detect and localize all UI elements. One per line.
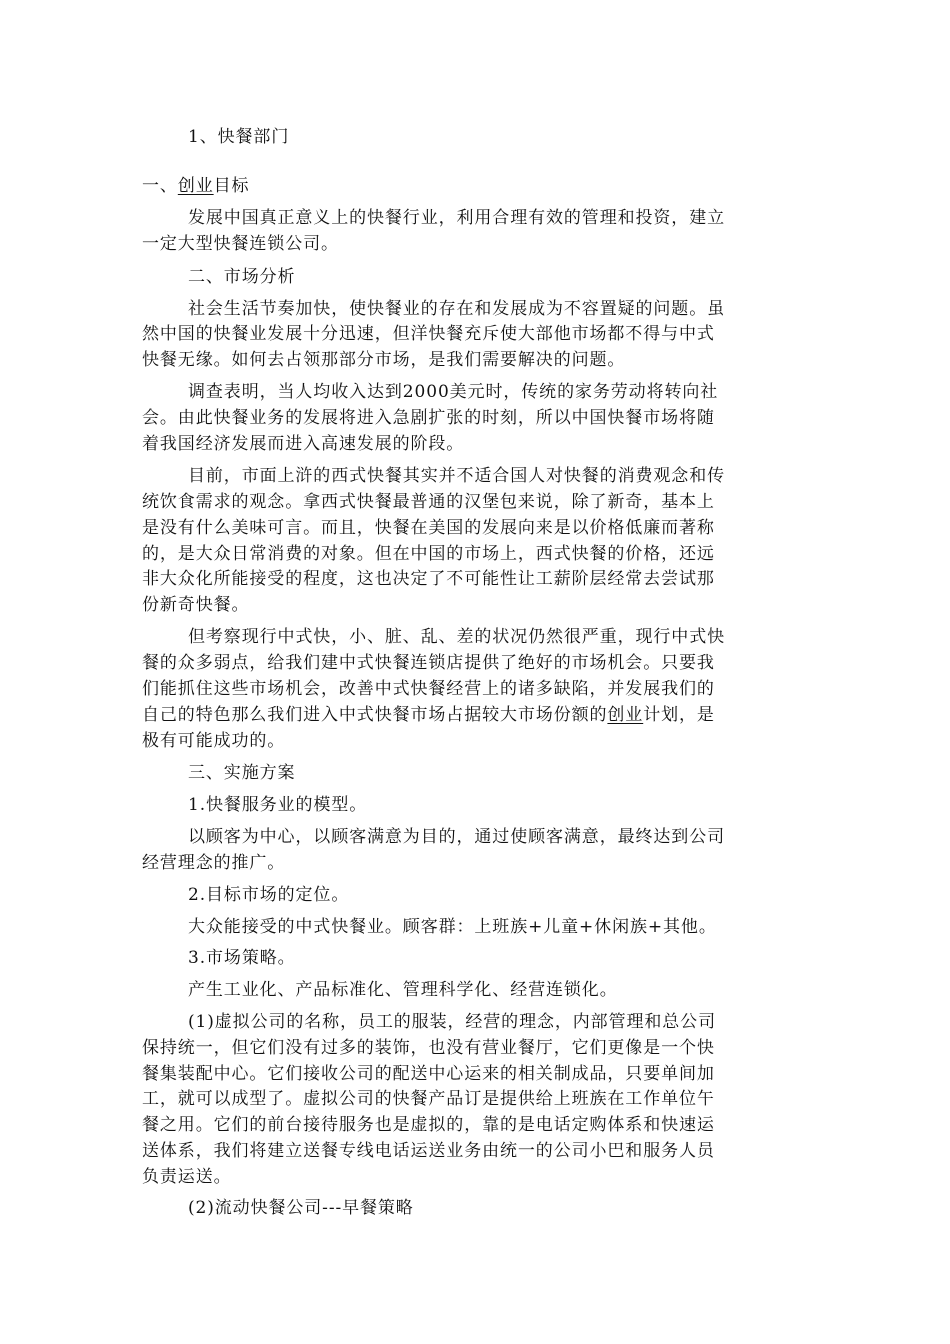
paragraph-line: 餐之用。它们的前台接待服务也是虚拟的，靠的是电话定购体系和快速运 — [142, 1115, 715, 1135]
paragraph-line — [142, 703, 812, 727]
entrepreneurship-link[interactable]: 创业 — [607, 705, 644, 725]
section-heading-2: 二、市场分析 — [188, 267, 296, 287]
paragraph-line: 工，就可以成型了。虚拟公司的快餐产品订是提供给上班族在工作单位午 — [142, 1089, 715, 1109]
paragraph-line: (1)虚拟公司的名称，员工的服装，经营的理念，内部管理和总公司 — [188, 1012, 716, 1032]
paragraph-line: 送体系，我们将建立送餐专线电话运送业务由统一的公司小巴和服务人员 — [142, 1141, 715, 1161]
subheading: 1.快餐服务业的模型。 — [188, 795, 368, 815]
paragraph-line: 们能抓住这些市场机会，改善中式快餐经营上的诸多缺陷，并发展我们的 — [142, 679, 715, 699]
paragraph-line: 会。由此快餐业务的发展将进入急剧扩张的时刻，所以中国快餐市场将随 — [142, 408, 715, 428]
paragraph-line: 负责运送。 — [142, 1167, 232, 1187]
paragraph-line: 是没有什么美味可言。而且，快餐在美国的发展向来是以价格低廉而著称 — [142, 518, 715, 538]
paragraph-line: 着我国经济发展而进入高速发展的阶段。 — [142, 434, 465, 454]
section-heading-3: 三、实施方案 — [188, 763, 296, 783]
paragraph-line: 餐的众多弱点，给我们建中式快餐连锁店提供了绝好的市场机会。只要我 — [142, 653, 715, 673]
document-title: 1、快餐部门 — [188, 127, 290, 147]
paragraph-line: 大众能接受的中式快餐业。顾客群：上班族+儿童+休闲族+其他。 — [188, 917, 717, 937]
paragraph-line: 经营理念的推广。 — [142, 853, 286, 873]
paragraph-line: 统饮食需求的观念。拿西式快餐最普通的汉堡包来说，除了新奇，基本上 — [142, 492, 715, 512]
paragraph-line: 的，是大众日常消费的对象。但在中国的市场上，西式快餐的价格，还远 — [142, 544, 715, 564]
paragraph-line: 社会生活节奏加快，使快餐业的存在和发展成为不容置疑的问题。虽 — [188, 299, 725, 319]
section-heading-1 — [142, 174, 812, 198]
paragraph-line: 但考察现行中式快，小、脏、乱、差的状况仍然很严重，现行中式快 — [188, 627, 725, 647]
paragraph-line: 一定大型快餐连锁公司。 — [142, 234, 339, 254]
section-number: 一、 — [142, 176, 178, 196]
paragraph-text: 计划，是 — [643, 705, 715, 725]
paragraph-line: 产生工业化、产品标准化、管理科学化、经营连锁化。 — [188, 980, 618, 1000]
paragraph-line: 发展中国真正意义上的快餐行业，利用合理有效的管理和投资，建立 — [188, 208, 725, 228]
paragraph-line: 然中国的快餐业发展十分迅速，但洋快餐充斥使大部他市场都不得与中式 — [142, 324, 715, 344]
paragraph-line: 目前，市面上浒的西式快餐其实并不适合国人对快餐的消费观念和传 — [188, 466, 725, 486]
subheading: (2)流动快餐公司---早餐策略 — [188, 1198, 414, 1218]
entrepreneurship-link[interactable]: 创业 — [177, 176, 214, 196]
subheading: 3.市场策略。 — [188, 948, 296, 968]
paragraph-line: 非大众化所能接受的程度，这也决定了不可能性让工薪阶层经常去尝试那 — [142, 569, 715, 589]
paragraph-line: 快餐无缘。如何去占领那部分市场，是我们需要解决的问题。 — [142, 350, 626, 370]
paragraph-line: 份新奇快餐。 — [142, 595, 250, 615]
paragraph-line: 调查表明，当人均收入达到2000美元时，传统的家务劳动将转向社 — [188, 382, 719, 402]
section-heading-text: 目标 — [213, 176, 250, 196]
paragraph-line: 餐集装配中心。它们接收公司的配送中心运来的相关制成品，只要单间加 — [142, 1064, 715, 1084]
paragraph-line: 保持统一，但它们没有过多的装饰，也没有营业餐厅，它们更像是一个快 — [142, 1038, 715, 1058]
paragraph-line: 极有可能成功的。 — [142, 731, 286, 751]
paragraph-line: 以顾客为中心，以顾客满意为目的，通过使顾客满意，最终达到公司 — [188, 827, 725, 847]
subheading: 2.目标市场的定位。 — [188, 885, 350, 905]
paragraph-text: 自己的特色那么我们进入中式快餐市场占据较大市场份额的 — [142, 705, 608, 725]
